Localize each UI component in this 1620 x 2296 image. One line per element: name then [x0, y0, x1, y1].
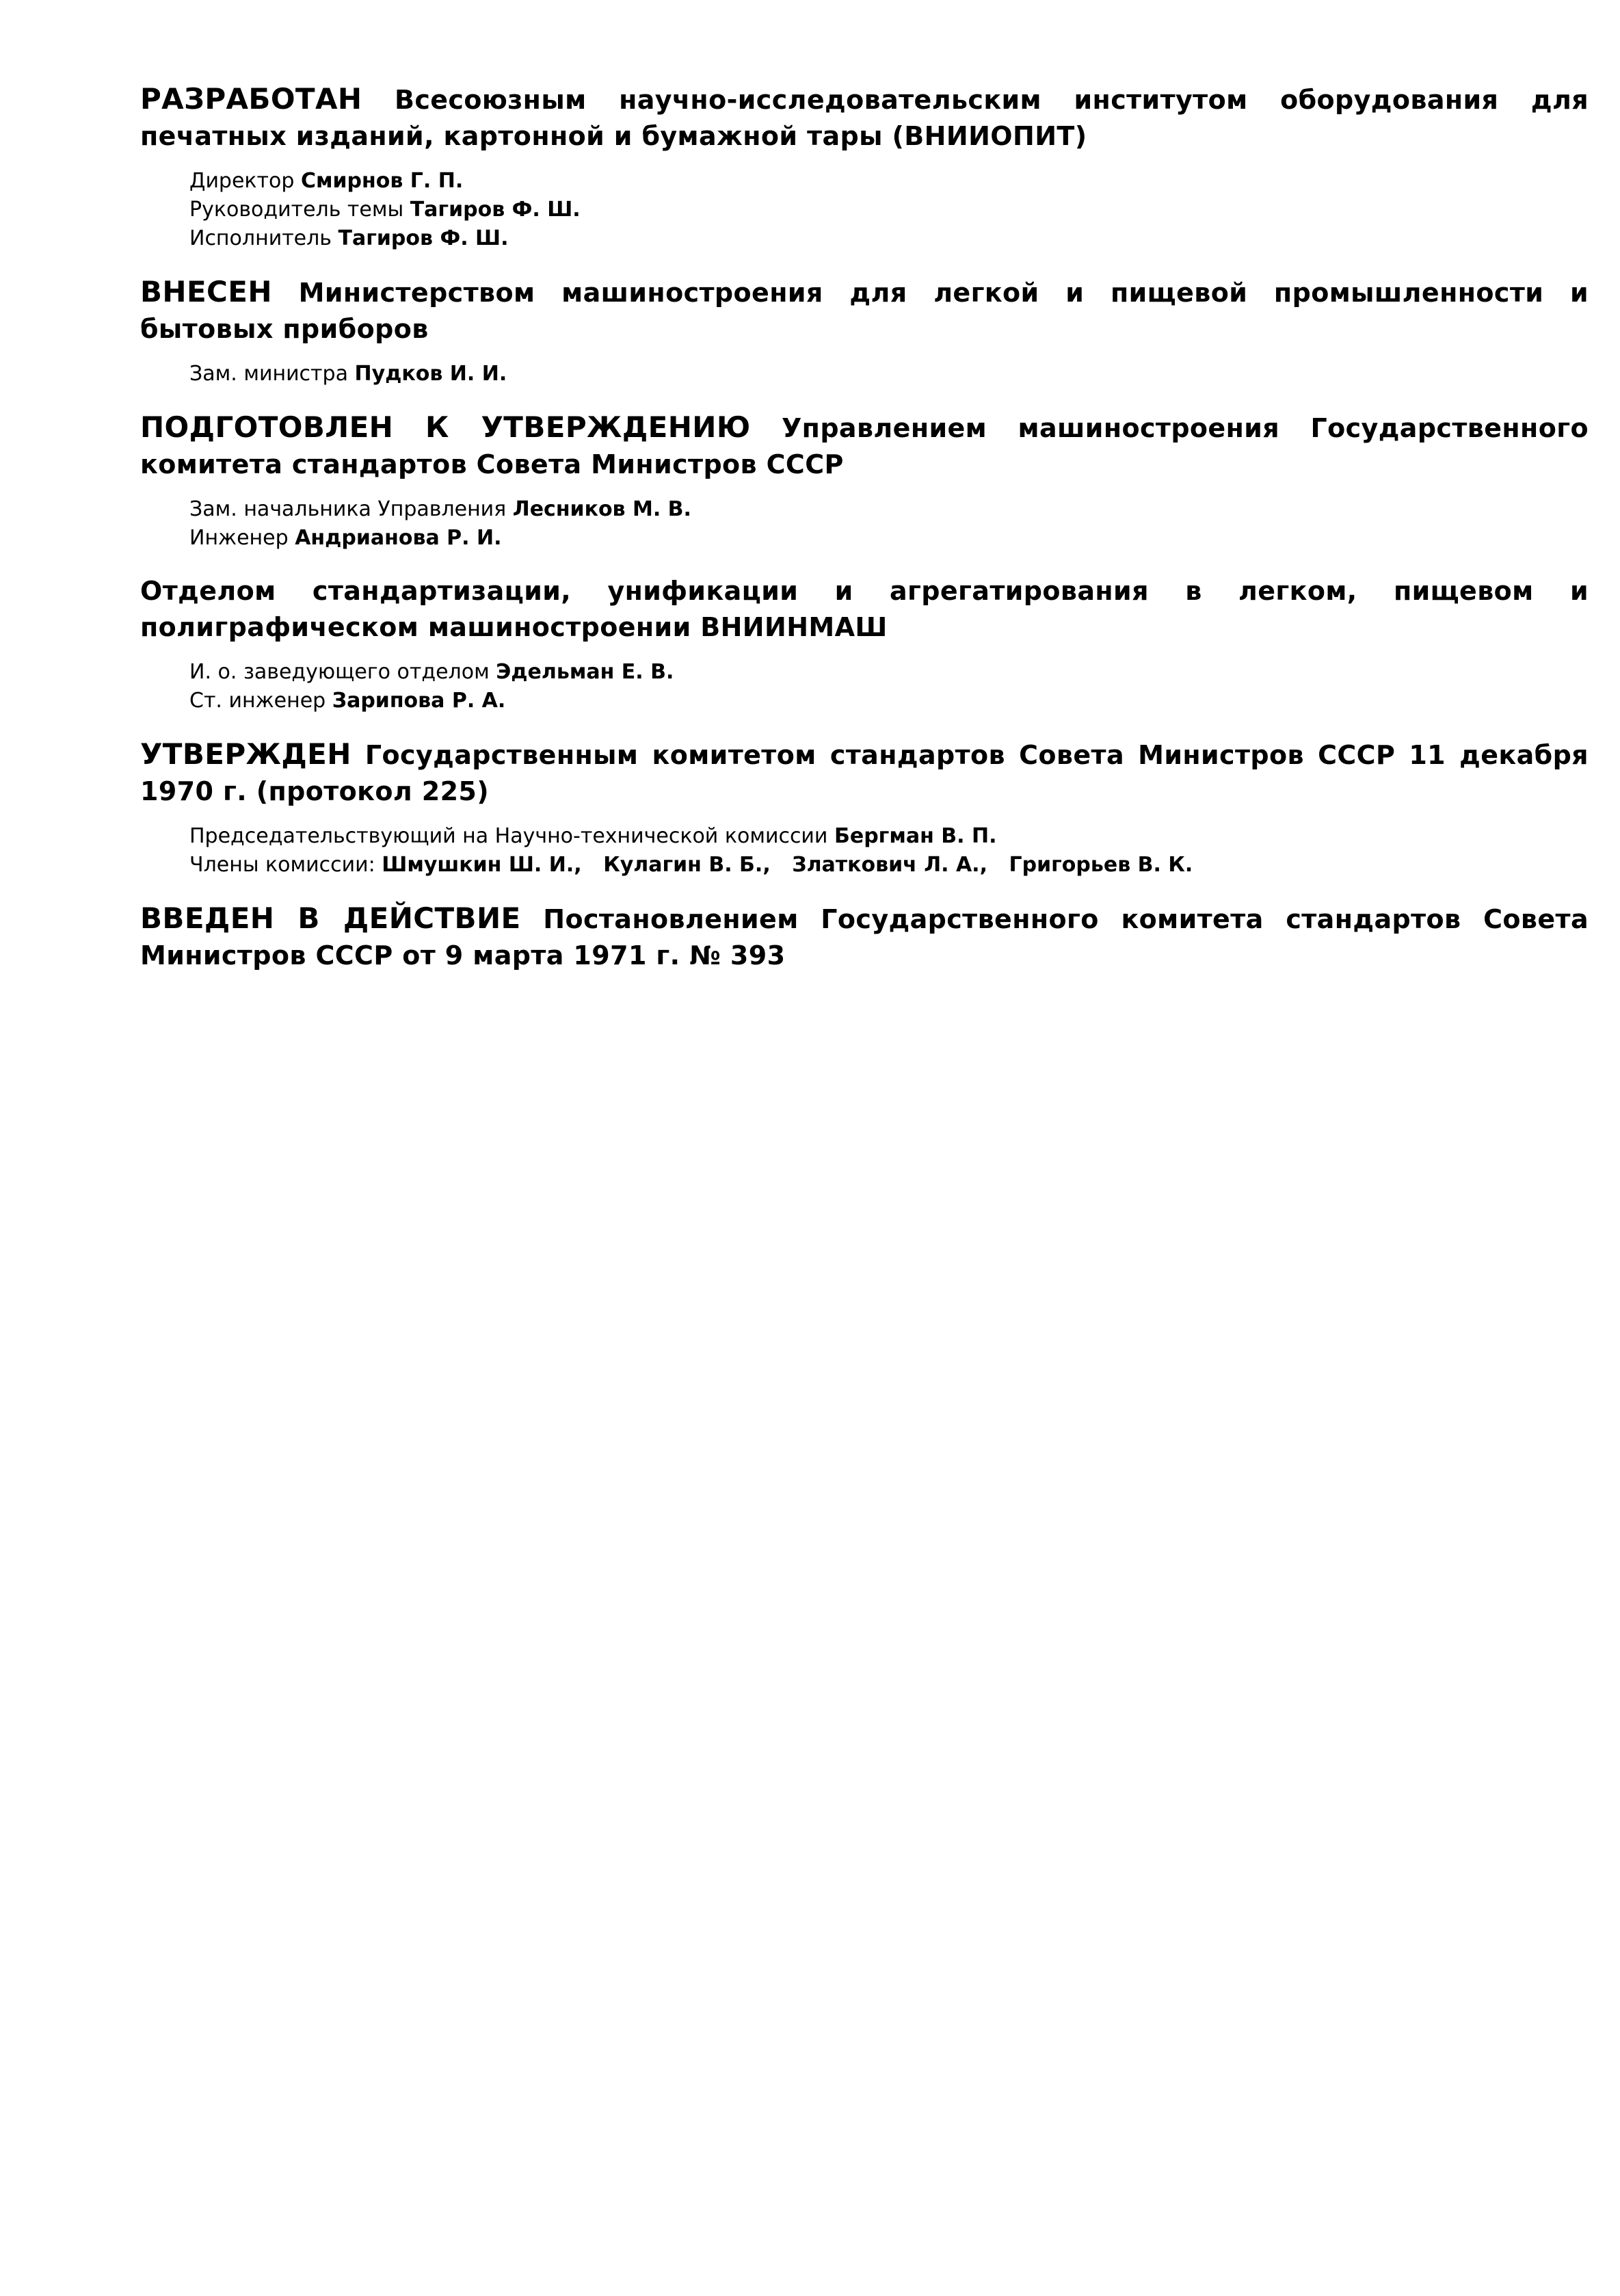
- person-line: [189, 687, 1589, 715]
- person-role: Исполнитель: [189, 226, 332, 250]
- member-name: Шмушкин Ш. И.,: [382, 853, 582, 877]
- person-role: Председательствующий на Научно-технической комиссии: [189, 824, 828, 848]
- person-line: [189, 224, 1589, 253]
- person-name: Лесников М. В.: [512, 497, 691, 521]
- person-role: Инженер: [189, 526, 289, 550]
- people-list: [189, 658, 1589, 715]
- section-text: Постановлением Государственного комитета стандартов Совета Министров СССР от 9 марта 1971 г. № 393: [140, 904, 1589, 971]
- member-name: Златкович Л. А.,: [792, 853, 987, 877]
- section-text: Управлением машиностроения Государственного комитета стандартов Совета Министров СССР: [140, 413, 1589, 479]
- person-name: Тагиров Ф. Ш.: [410, 198, 581, 222]
- document-page: [140, 81, 1589, 974]
- people-list: [189, 167, 1589, 253]
- person-role: Зам. начальника Управления: [189, 497, 507, 521]
- person-line: [189, 495, 1589, 524]
- section-lead: [140, 274, 1589, 347]
- section-text: Государственным комитетом стандартов Совета Министров СССР 11 декабря 1970 г. (протокол 225): [140, 740, 1589, 806]
- person-name: Андрианова Р. И.: [295, 526, 502, 550]
- person-name: Тагиров Ф. Ш.: [338, 226, 509, 250]
- commission-members-line: [189, 851, 1589, 880]
- people-list: [189, 360, 1589, 388]
- section-submitted: [140, 274, 1589, 388]
- person-name: Зарипова Р. А.: [332, 689, 506, 713]
- person-line: [189, 196, 1589, 224]
- section-lead: [140, 573, 1589, 646]
- person-role: Ст. инженер: [189, 689, 326, 713]
- section-lead: [140, 81, 1589, 155]
- person-name: Пудков И. И.: [354, 362, 507, 386]
- section-label: РАЗРАБОТАН: [140, 82, 362, 116]
- person-line: [189, 167, 1589, 196]
- people-list: [189, 822, 1589, 880]
- member-name: Кулагин В. Б.,: [603, 853, 771, 877]
- section-prepared: [140, 409, 1589, 553]
- person-name: Бергман В. П.: [834, 824, 997, 848]
- section-lead: [140, 736, 1589, 810]
- section-text: Министерством машиностроения для легкой и пищевой промышленности и бытовых приборов: [140, 278, 1589, 344]
- person-name: Эдельман Е. В.: [496, 660, 674, 684]
- section-lead: [140, 900, 1589, 974]
- section-text: Отделом стандартизации, унификации и агрегатирования в легком, пищевом и полиграфическом машиностроении ВНИИНМАШ: [140, 576, 1589, 642]
- person-line: [189, 822, 1589, 851]
- section-label: ПОДГОТОВЛЕН К УТВЕРЖДЕНИЮ: [140, 410, 751, 444]
- section-department: [140, 573, 1589, 715]
- person-line: [189, 360, 1589, 388]
- section-text: Всесоюзным научно-исследовательским институтом оборудования для печатных изданий, картонной и бумажной тары (ВНИИОПИТ): [140, 85, 1589, 151]
- member-name: Григорьев В. К.: [1009, 853, 1193, 877]
- person-name: Смирнов Г. П.: [300, 169, 464, 193]
- section-enacted: [140, 900, 1589, 974]
- section-developed: [140, 81, 1589, 253]
- members-role: Члены комиссии:: [189, 853, 375, 877]
- person-role: Руководитель темы: [189, 198, 404, 222]
- person-line: [189, 524, 1589, 553]
- section-lead: [140, 409, 1589, 483]
- section-label: УТВЕРЖДЕН: [140, 737, 351, 771]
- person-line: [189, 658, 1589, 687]
- section-approved: [140, 736, 1589, 880]
- person-role: Директор: [189, 169, 295, 193]
- person-role: И. о. заведующего отделом: [189, 660, 490, 684]
- person-role: Зам. министра: [189, 362, 348, 386]
- section-label: ВНЕСЕН: [140, 275, 272, 308]
- section-label: ВВЕДЕН В ДЕЙСТВИЕ: [140, 901, 521, 935]
- people-list: [189, 495, 1589, 553]
